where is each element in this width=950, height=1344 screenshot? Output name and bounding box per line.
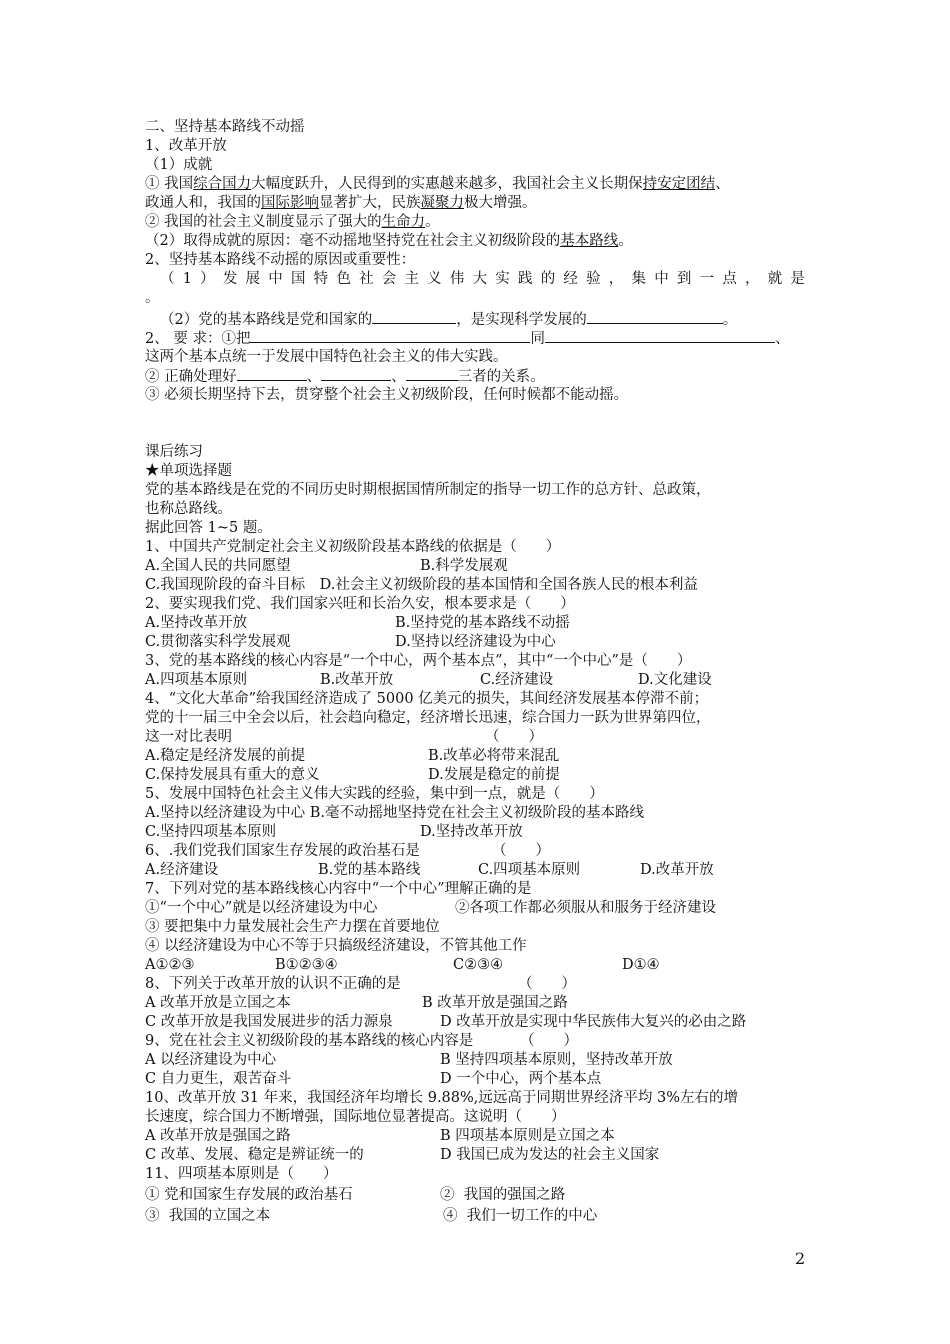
question-4-line-3: 这一对比表明 bbox=[145, 729, 232, 745]
q7-statement-2: ②各项工作都必须服从和服务于经济建设 bbox=[455, 900, 716, 916]
importance-item-1-end: 。 bbox=[145, 290, 160, 306]
question-8: 8、下列关于改革开放的认识不正确的是 bbox=[145, 976, 401, 992]
question-5: 5、发展中国特色社会主义伟大实践的经验，集中到一点，就是（ ） bbox=[145, 786, 604, 802]
achievement-line-3: ② 我国的社会主义制度显示了强大的生命力。 bbox=[145, 214, 440, 230]
q3-option-a: A.四项基本原则 bbox=[145, 672, 248, 688]
exercise-type: ★单项选择题 bbox=[145, 463, 232, 479]
q8-option-c: C 改革开放是我国发展进步的活力源泉 bbox=[145, 1014, 393, 1030]
q9-paren: （ ） bbox=[520, 1033, 578, 1049]
q11-statement-1: ① 党和国家生存发展的政治基石 bbox=[145, 1187, 353, 1203]
q3-option-d: D.文化建设 bbox=[638, 672, 712, 688]
intro-line-1: 党的基本路线是在党的不同历史时期根据国情所制定的指导一切工作的总方针、总政策， bbox=[145, 482, 711, 498]
question-6: 6、.我们党我们国家生存发展的政治基石是 bbox=[145, 843, 420, 859]
subheading-importance: 2、坚持基本路线不动摇的原因或重要性： bbox=[145, 252, 416, 268]
importance-item-1: （ 1 ） 发 展 中 国 特 色 社 会 主 义 伟 大 实 践 的 经 验 ， 集 中 到 一 点 ， 就 是 bbox=[160, 271, 805, 287]
reason-line: （2）取得成就的原因：毫不动摇地坚持党在社会主义初级阶段的基本路线。 bbox=[145, 233, 633, 249]
q11-statement-4: ④ 我们一切工作的中心 bbox=[443, 1208, 598, 1224]
q7-option-d: D①④ bbox=[622, 957, 660, 973]
q8-option-d: D 改革开放是实现中华民族伟大复兴的必由之路 bbox=[440, 1014, 747, 1030]
fill-blank[interactable] bbox=[250, 329, 530, 343]
requirement-line-3: ② 正确处理好 、 、 三者的关系。 bbox=[145, 369, 545, 385]
exercise-title: 课后练习 bbox=[145, 444, 203, 460]
q8-paren: （ ） bbox=[518, 976, 576, 992]
q7-statement-1: ①“一个中心”就是以经济建设为中心 bbox=[145, 900, 378, 916]
q6-option-d: D.改革开放 bbox=[640, 862, 714, 878]
question-11: 11、四项基本原则是（ ） bbox=[145, 1166, 338, 1182]
q7-statement-3: ③ 要把集中力量发展社会生产力摆在首要地位 bbox=[145, 919, 440, 935]
q10-option-c: C 改革、发展、稳定是辨证统一的 bbox=[145, 1147, 364, 1163]
requirement-line-1: 2、 要 求：①把 同 、 bbox=[145, 331, 790, 347]
q11-statement-2: ② 我国的强国之路 bbox=[440, 1187, 566, 1203]
fill-blank[interactable] bbox=[372, 310, 456, 324]
question-2: 2、要实现我们党、我们国家兴旺和长治久安，根本要求是（ ） bbox=[145, 596, 575, 612]
q5-option-c: C.坚持四项基本原则 bbox=[145, 824, 277, 840]
q6-option-b: B.党的基本路线 bbox=[318, 862, 421, 878]
q6-option-a: A.经济建设 bbox=[145, 862, 219, 878]
q2-option-c: C.贯彻落实科学发展观 bbox=[145, 634, 291, 650]
fill-blank[interactable] bbox=[321, 367, 391, 381]
q6-paren: （ ） bbox=[492, 843, 550, 859]
section-heading: 二、坚持基本路线不动摇 bbox=[145, 119, 305, 135]
q10-option-a: A 改革开放是强国之路 bbox=[145, 1128, 291, 1144]
q8-option-a: A 改革开放是立国之本 bbox=[145, 995, 291, 1011]
fill-blank[interactable] bbox=[406, 367, 458, 381]
question-4-line-1: 4、“文化大革命”给我国经济造成了 5000 亿美元的损失，其间经济发展基本停滞不前； bbox=[145, 691, 709, 707]
q5-option-d: D.坚持改革开放 bbox=[420, 824, 523, 840]
requirement-line-2: 这两个基本点统一于发展中国特色社会主义的伟大实践。 bbox=[145, 349, 508, 365]
q10-option-d: D 我国已成为发达的社会主义国家 bbox=[440, 1147, 660, 1163]
page-number: 2 bbox=[795, 1249, 806, 1268]
q2-option-d: D.坚持以经济建设为中心 bbox=[395, 634, 556, 650]
question-1: 1、中国共产党制定社会主义初级阶段基本路线的依据是（ ） bbox=[145, 539, 561, 555]
q6-option-c: C.四项基本原则 bbox=[478, 862, 581, 878]
q7-option-c: C②③④ bbox=[453, 957, 504, 973]
q3-option-c: C.经济建设 bbox=[480, 672, 554, 688]
q1-option-cd: C.我国现阶段的奋斗目标 D.社会主义初级阶段的基本国情和全国各族人民的根本利益 bbox=[145, 577, 698, 593]
q7-option-b: B①②③④ bbox=[275, 957, 338, 973]
q11-statement-3: ③ 我国的立国之本 bbox=[145, 1208, 271, 1224]
question-7: 7、下列对党的基本路线核心内容中“一个中心”理解正确的是 bbox=[145, 881, 532, 897]
subheading-reform: 1、改革开放 bbox=[145, 138, 227, 154]
q4-option-a: A.稳定是经济发展的前提 bbox=[145, 748, 306, 764]
q7-option-a: A①②③ bbox=[145, 957, 195, 973]
q2-option-a: A.坚持改革开放 bbox=[145, 615, 248, 631]
q4-paren: （ ） bbox=[485, 729, 543, 745]
fill-blank[interactable] bbox=[545, 329, 775, 343]
q4-option-d: D.发展是稳定的前提 bbox=[428, 767, 560, 783]
question-10-line-1: 10、改革开放 31 年来，我国经济年均增长 9.88%,远远高于同期世界经济平均 3%左右的增 bbox=[145, 1090, 739, 1106]
question-4-line-2: 党的十一届三中全会以后，社会趋向稳定，经济增长迅速，综合国力一跃为世界第四位， bbox=[145, 710, 711, 726]
question-9: 9、党在社会主义初级阶段的基本路线的核心内容是 bbox=[145, 1033, 474, 1049]
importance-item-2: （2）党的基本路线是党和国家的 ，是实现科学发展的 。 bbox=[160, 312, 738, 328]
q7-statement-4: ④ 以经济建设为中心不等于只搞级经济建设，不管其他工作 bbox=[145, 938, 527, 954]
q3-option-b: B.改革开放 bbox=[320, 672, 394, 688]
question-10-line-2: 长速度，综合国力不断增强，国际地位显著提高。这说明（ ） bbox=[145, 1109, 566, 1125]
q1-option-a: A.全国人民的共同愿望 bbox=[145, 558, 291, 574]
intro-line-3: 据此回答 1~5 题。 bbox=[145, 520, 272, 536]
subheading-achievements: （1）成就 bbox=[145, 157, 213, 173]
question-3: 3、党的基本路线的核心内容是“一个中心，两个基本点”，其中“一个中心”是（ ） bbox=[145, 653, 692, 669]
fill-blank[interactable] bbox=[587, 310, 723, 324]
achievement-line-2: 政通人和，我国的国际影响显著扩大，民族凝聚力极大增强。 bbox=[145, 195, 537, 211]
q1-option-b: B.科学发展观 bbox=[420, 558, 508, 574]
q4-option-b: B.改革必将带来混乱 bbox=[428, 748, 560, 764]
q9-option-a: A 以经济建设为中心 bbox=[145, 1052, 277, 1068]
q9-option-c: C 自力更生，艰苦奋斗 bbox=[145, 1071, 292, 1087]
q8-option-b: B 改革开放是强国之路 bbox=[422, 995, 568, 1011]
requirement-line-4: ③ 必须长期坚持下去，贯穿整个社会主义初级阶段，任何时候都不能动摇。 bbox=[145, 387, 629, 403]
intro-line-2: 也称总路线。 bbox=[145, 501, 232, 517]
q9-option-b: B 坚持四项基本原则，坚持改革开放 bbox=[440, 1052, 673, 1068]
q4-option-c: C.保持发展具有重大的意义 bbox=[145, 767, 320, 783]
achievement-line-1: ① 我国综合国力大幅度跃升，人民得到的实惠越来越多，我国社会主义长期保持安定团结、 bbox=[145, 176, 730, 192]
fill-blank[interactable] bbox=[237, 367, 307, 381]
q10-option-b: B 四项基本原则是立国之本 bbox=[440, 1128, 615, 1144]
q5-option-ab: A.坚持以经济建设为中心 B.毫不动摇地坚持党在社会主义初级阶段的基本路线 bbox=[145, 805, 644, 821]
q9-option-d: D 一个中心，两个基本点 bbox=[440, 1071, 602, 1087]
q2-option-b: B.坚持党的基本路线不动摇 bbox=[395, 615, 570, 631]
